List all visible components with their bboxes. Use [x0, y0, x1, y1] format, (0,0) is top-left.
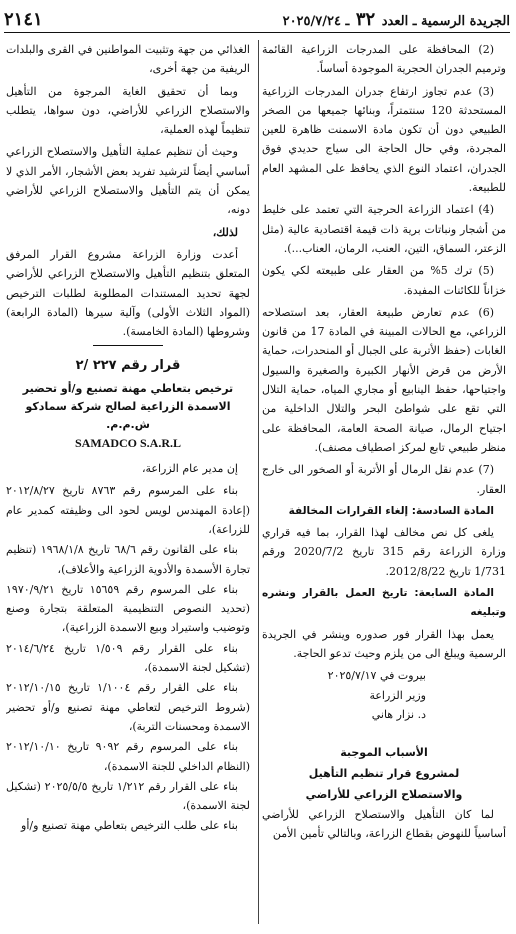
issue-number: ٣٢	[355, 9, 376, 30]
causes-subtitle-1: لمشروع قرار تنظيم التأهيل	[308, 767, 460, 781]
condition-item-5: (5) ترك 5% من العقار على طبيعته لكي يكون خزاناً للكائنات المفيدة.	[262, 264, 506, 297]
causes-text: لما كان التأهيل والاستصلاح الزراعي للأراضي أساسياً للنهوض بقطاع الزراعة، وبالتالي تأمين الأمن	[262, 808, 506, 841]
left-column	[6, 40, 250, 928]
condition-item-4: (4) اعتماد الزراعة الحرجية التي تعتمد على خليط من أشجار ونباتات برية ذات قيمة اقتصادية عالية (مثل الزعتر، السماق، التين، العنب، الرمان، العناب...).	[262, 203, 506, 255]
decision-title: ترخيص بتعاطي مهنة تصنيع و/أو تحضير الاسمدة الزراعية لصالح شركة سمادكو ش.م.م.	[22, 381, 234, 431]
decision-number: قرار رقم ٢٢٧ /٢	[75, 358, 181, 374]
intro-paragraph-1: الغذائي من جهة وتثبيت المواطنين في القرى والبلدات الريفية من جهة أخرى،	[6, 43, 250, 76]
citation-6: بناء على المرسوم رقم ٩٠٩٢ تاريخ ٢٠١٢/١٠/١٠ (النظام الداخلي للجنة الاسمدة)،	[6, 740, 250, 773]
citation-1: بناء على المرسوم رقم ٨٧٦٣ تاريخ ٢٠١٢/٨/٢٧ (إعادة المهندس لويس لحود الى وظيفته كمدير عام للزراعة)،	[6, 484, 250, 536]
citation-5: بناء على القرار رقم ١/١٠٠٤ تاريخ ٢٠١٢/١٠/١٥ (شروط الترخيص لتعاطي مهنة تصنيع و/أو تحضير الاسمدة ومحسنات التربة)،	[6, 681, 250, 733]
company-name: SAMADCO S.A.R.L	[74, 435, 181, 450]
therefore-label: لذلك،	[212, 225, 238, 239]
condition-item-7: (7) عدم نقل الرمال أو الأتربة أو الصخور الى خارج العقار.	[262, 463, 506, 496]
article-6-text: يلغى كل نص مخالف لهذا القرار، بما فيه قراري وزارة الزراعة رقم 315 تاريخ 2020/7/2 ورقم 1/731 تاريخ 2012/8/22.	[262, 526, 506, 578]
citation-8: بناء على طلب الترخيص بتعاطي مهنة تصنيع و/أو	[21, 819, 238, 833]
citation-3: بناء على المرسوم رقم ١٥٦٥٩ تاريخ ١٩٧٠/٩/٢١ (تحديد النصوص التنظيمية المتعلقة بتجارة وصنع وتوضيب واستيراد وبيع الاسمدة الزراعية)،	[6, 582, 250, 635]
gazette-title	[283, 9, 510, 30]
signature-place-date: بيروت في ٢٠٢٥/٧/١٧	[327, 669, 426, 683]
signature-name: د. نزار هاني	[371, 707, 426, 721]
issue-date: ـ ٢٠٢٥/٧/٢٤	[282, 14, 350, 29]
citation-7: بناء على القرار رقم ١/٢١٢ تاريخ ٢٠٢٥/٥/٥ (تشكيل لجنة الاسمدة)،	[6, 779, 250, 813]
therefore-text: أعدت وزارة الزراعة مشروع القرار المرفق المتعلق بتنظيم التأهيل والاستصلاح الزراعي للأراضي لجهة تحديد المستندات المطلوبة لطلبات الترخيص (المواد الثلاث الأولى) وآلية سيرها (المادة الرابعة) وشروطها (المادة الخامسة).	[6, 247, 250, 339]
publication-name: الجريدة الرسمية ـ العدد	[381, 14, 510, 29]
article-6-heading: المادة السادسة: إلغاء القرارات المخالفة	[288, 504, 494, 517]
signature-block	[262, 666, 506, 724]
causes-subtitle-2: والاستصلاح الزراعي للأراضي	[305, 788, 463, 802]
decision-opening: إن مدير عام الزراعة،	[141, 462, 238, 476]
citation-4: بناء على القرار رقم ١/٥٠٩ تاريخ ٢٠١٤/٦/٢٤ (تشكيل لجنة الاسمدة)،	[6, 641, 250, 675]
causes-title: الأسباب الموجبة	[340, 746, 428, 760]
intro-paragraph-3: وحيث أن تنظيم عملية التأهيل والاستصلاح الزراعي أساسي أيضاً لترشيد تفريد بعض الأشجار، الأمر الذي لا يمكن أن يتم التأهيل والاستصلاح الزراعي للأراضي دونه،	[6, 145, 250, 217]
page-header	[4, 4, 510, 33]
column-divider	[258, 40, 259, 924]
condition-item-2: (2) المحافظة على المدرجات الزراعية القائمة وترميم الجدران الحجرية الموجودة أساساً.	[262, 43, 506, 76]
intro-paragraph-2: وبما أن تحقيق الغاية المرجوة من التأهيل والاستصلاح الزراعي للأراضي، دون سواها، يتطلب تنظيماً لهذه العملية،	[6, 84, 250, 137]
citation-2: بناء على القانون رقم ٦٨/٦ تاريخ ١٩٦٨/١/٨ (تنظيم تجارة الأسمدة والأدوية الزراعية والأعلاف)،	[6, 543, 250, 576]
signature-role: وزير الزراعة	[369, 688, 426, 702]
right-column	[262, 40, 506, 928]
condition-item-6: (6) عدم تعارض طبيعة العقار، بعد استصلاحه الزراعي، مع الحالات المبينة في المادة 17 من قانون الغابات (حفظ الأتربة على الجبال أو المنحدرات، حماية الأرض من قرض الأنهار الكبيرة والصغيرة والسيول واجتياحها، حفظ الينابيع أو مجاري المياه، حماية التلال التي تقع على شواطئ البحر والتلال الداخلية من اجتياح الرمال، صيانة الصحة العامة، المحافظة على منظر طبيعي تابع لمركز اصطياف مصنف).	[262, 305, 506, 454]
section-rule	[93, 345, 163, 346]
article-7-text: يعمل بهذا القرار فور صدوره وينشر في الجريدة الرسمية ويبلغ الى من يلزم وحيث تدعو الحاجة.	[262, 627, 506, 660]
page-number: ٢١٤١	[4, 9, 43, 30]
article-7-heading: المادة السابعة: تاريخ العمل بالقرار ونشره وتبليغه	[262, 587, 506, 619]
condition-item-3: (3) عدم تجاوز ارتفاع جدران المدرجات الزراعية المستحدثة 120 سنتمتراً، وبنائها جميعها من الصخر الطبيعي دون أن تكون مادة الاسمنت ظاهرة للعين المجردة، وفي حال الحاجة الى سياج حديدي فوق الجدران، اعتماد النوع الذي يحافظ على المشهد العام للطبيعة.	[262, 84, 506, 195]
